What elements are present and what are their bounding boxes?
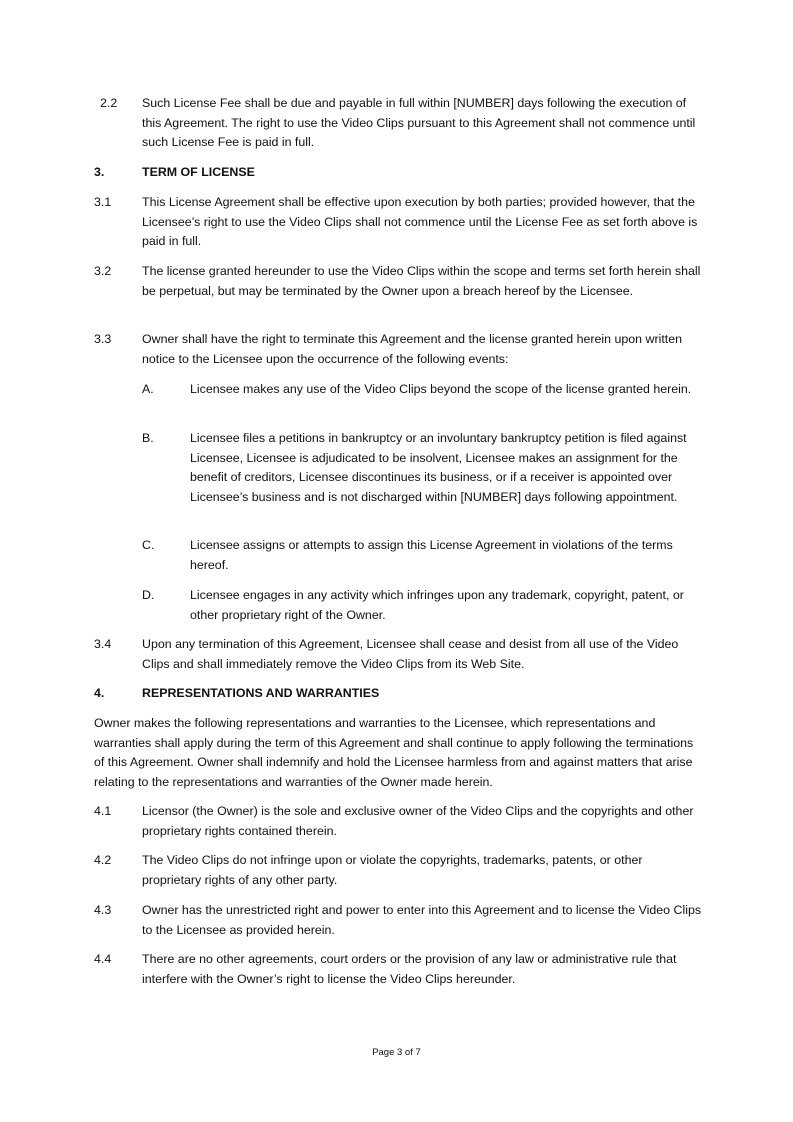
- clause-4-4: [0, 950, 793, 990]
- clause-number: 4.4: [94, 952, 112, 966]
- clause-3-3: [0, 330, 793, 370]
- sub-clause-c: [0, 536, 793, 576]
- section-number: 4.: [94, 686, 105, 700]
- sub-clause-text: Licensee engages in any activity which infringes upon any trademark, copyright, patent, or other proprietary right of the Owner.: [190, 588, 684, 622]
- sub-clause-text: Licensee assigns or attempts to assign this License Agreement in violations of the terms hereof.: [190, 538, 673, 572]
- clause-2-2: [0, 94, 793, 154]
- clause-3-4: [0, 635, 793, 675]
- clause-3-1: [0, 193, 793, 253]
- section-number: 3.: [94, 165, 105, 179]
- clause-text: Owner shall have the right to terminate this Agreement and the license granted herein upon written notice to the Licensee upon the occurrence of the following events:: [142, 332, 682, 366]
- section-4-intro: [0, 714, 793, 794]
- clause-number: 4.2: [94, 853, 112, 867]
- sub-clause-letter: A.: [142, 382, 154, 396]
- clause-number: 3.4: [94, 637, 112, 651]
- section-heading-3: [0, 163, 793, 183]
- clause-text: This License Agreement shall be effective upon execution by both parties; provided however, that the Licensee’s right to use the Video Clips shall not commence until the License Fee as set forth above is paid in full.: [142, 195, 698, 248]
- sub-clause-text: Licensee files a petitions in bankruptcy or an involuntary bankruptcy petition is filed against Licensee, Licensee is adjudicated to be insolvent, Licensee makes an assignment for the benefit of creditors, Licensee discontinues its business, or if a receiver is appointed over Licensee’s business and is not discharged within [NUMBER] days following appointment.: [190, 431, 687, 504]
- sub-clause-d: [0, 586, 793, 626]
- clause-text: The Video Clips do not infringe upon or violate the copyrights, trademarks, patents, or other proprietary rights of any other party.: [142, 853, 643, 887]
- paragraph-text: Owner makes the following representations and warranties to the Licensee, which representations and warranties shall apply during the term of this Agreement and shall continue to apply following the terminations of this Agreement. Owner shall indemnify and hold the Licensee harmless from and against matters that arise relating to the representations and warranties of the Owner made herein.: [94, 716, 694, 789]
- clause-4-3: [0, 901, 793, 941]
- section-title: REPRESENTATIONS AND WARRANTIES: [142, 686, 380, 700]
- clause-number: 2.2: [100, 96, 118, 110]
- clause-4-1: [0, 802, 793, 842]
- clause-4-2: [0, 851, 793, 891]
- clause-number: 3.2: [94, 264, 112, 278]
- clause-text: There are no other agreements, court orders or the provision of any law or administrative rule that interfere with the Owner’s right to license the Video Clips hereunder.: [142, 952, 677, 986]
- clause-number: 3.1: [94, 195, 112, 209]
- clause-text: Licensor (the Owner) is the sole and exclusive owner of the Video Clips and the copyrights and other proprietary rights contained therein.: [142, 804, 694, 838]
- clause-text: Upon any termination of this Agreement, Licensee shall cease and desist from all use of the Video Clips and shall immediately remove the Video Clips from its Web Site.: [142, 637, 679, 671]
- section-title: TERM OF LICENSE: [142, 165, 255, 179]
- page-number-footer: Page 3 of 7: [372, 1047, 421, 1058]
- sub-clause-text: Licensee makes any use of the Video Clips beyond the scope of the license granted herein.: [190, 382, 692, 396]
- clause-text: The license granted hereunder to use the Video Clips within the scope and terms set forth herein shall be perpetual, but may be terminated by the Owner upon a breach hereof by the Licensee.: [142, 264, 701, 298]
- sub-clause-letter: B.: [142, 431, 154, 445]
- clause-number: 4.1: [94, 804, 112, 818]
- sub-clause-letter: C.: [142, 538, 155, 552]
- sub-clause-b: [0, 429, 793, 529]
- sub-clause-a: [0, 380, 793, 420]
- clause-text: Owner has the unrestricted right and power to enter into this Agreement and to license the Video Clips to the Licensee as provided herein.: [142, 903, 702, 937]
- sub-clause-letter: D.: [142, 588, 155, 602]
- clause-text: Such License Fee shall be due and payable in full within [NUMBER] days following the execution of this Agreement. The right to use the Video Clips pursuant to this Agreement shall not commence until such License Fee is paid in full.: [142, 96, 696, 149]
- clause-number: 3.3: [94, 332, 112, 346]
- section-heading-4: [0, 684, 793, 704]
- clause-3-2: [0, 262, 793, 322]
- clause-number: 4.3: [94, 903, 112, 917]
